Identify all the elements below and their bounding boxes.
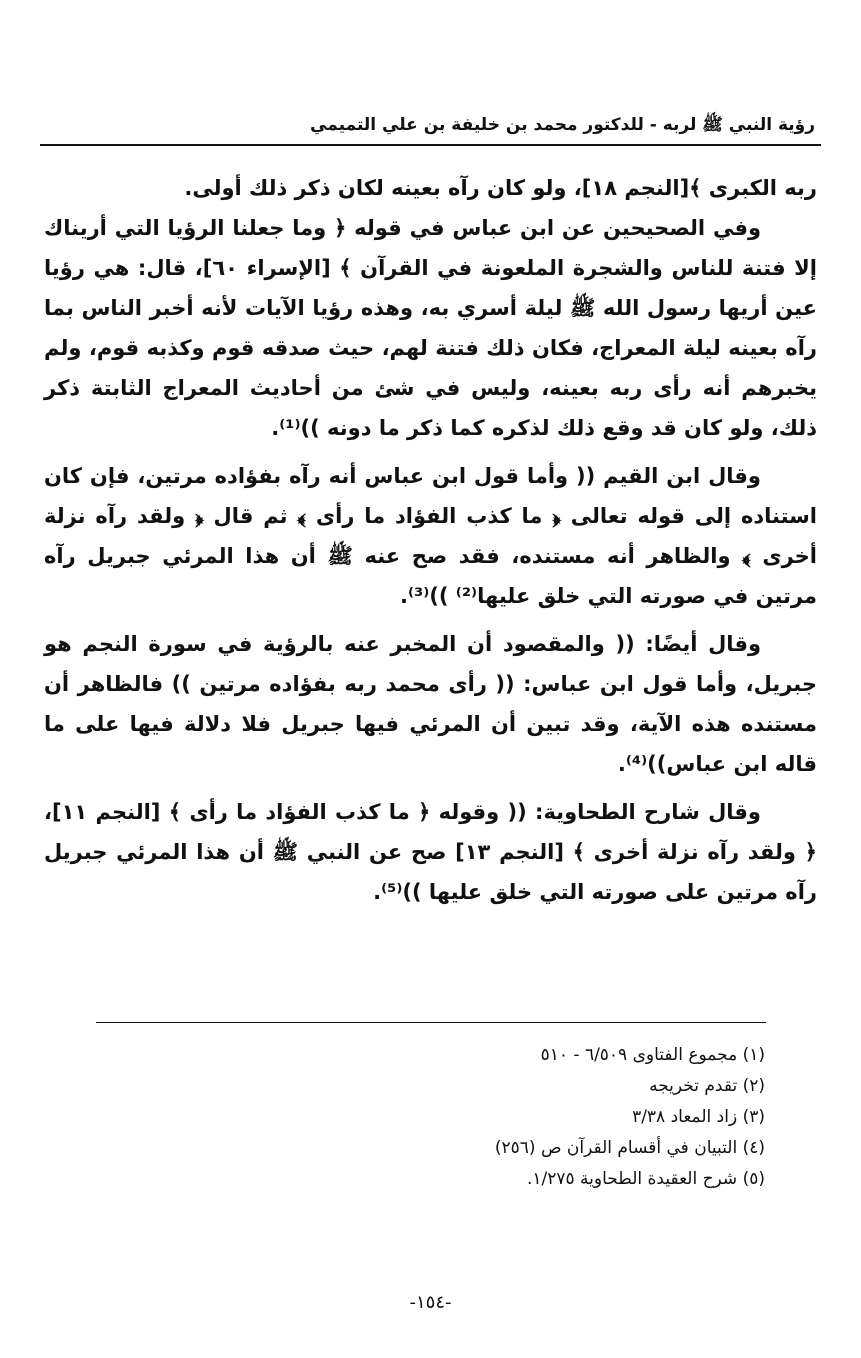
paragraph: وقال أيضًا: (( والمقصود أن المخبر عنه بالرؤية في سورة النجم هو جبريل، وأما قول ابن عباس: (( رأى محمد ربه بفؤاده مرتين )) فالظاهر أن مستنده هذه الآية، وقد تبين أن المرئي فيها جبريل فلا دلالة فيها على ما قاله ابن عباس))⁽⁴⁾. xyxy=(44,632,817,776)
footnote-item: (١) مجموع الفتاوى ٦/٥٠٩ - ٥١٠ xyxy=(540,1045,765,1065)
paragraph: وقال شارح الطحاوية: (( وقوله ﴿ ما كذب الفؤاد ما رأى ﴾ [النجم ١١]، ﴿ ولقد رآه نزلة أخرى ﴾ [النجم ١٣] صح عن النبي ﷺ أن هذا المرئي جبريل رآه مرتين على صورته التي خلق عليها ))⁽⁵⁾. xyxy=(44,800,817,904)
footnote-item: (٣) زاد المعاد ٣/٣٨ xyxy=(632,1107,765,1127)
footnote-item: (٤) التبيان في أقسام القرآن ص (٢٥٦) xyxy=(494,1138,765,1158)
running-header-title: رؤية النبي ﷺ لربه - للدكتور محمد بن خليفة بن علي التميمي xyxy=(310,115,815,135)
running-header xyxy=(40,112,821,146)
paragraph: وقال ابن القيم (( وأما قول ابن عباس أنه رآه بفؤاده مرتين، فإن كان استناده إلى قوله تعالى ﴿ ما كذب الفؤاد ما رأى ﴾ ثم قال ﴿ ولقد رآه نزلة أخرى ﴾ والظاهر أنه مستنده، فقد صح عنه ﷺ أن هذا المرئي جبريل رآه مرتين في صورته التي خلق عليها⁽²⁾ ))⁽³⁾. xyxy=(44,464,817,608)
footnotes xyxy=(85,1040,765,1195)
footnote-item: (٢) تقدم تخريجه xyxy=(649,1076,765,1096)
page-number: -١٥٤- xyxy=(409,1292,452,1313)
footnote-separator xyxy=(96,1022,766,1023)
paragraph: وفي الصحيحين عن ابن عباس في قوله ﴿ وما جعلنا الرؤيا التي أريناك إلا فتنة للناس والشجرة الملعونة في القرآن ﴾ [الإسراء ٦٠]، قال: هي رؤيا عين أريها رسول الله ﷺ ليلة أسري به، وهذه رؤيا الآيات لأنه أخبر الناس بما رآه بعينه ليلة المعراج، فكان ذلك فتنة لهم، حيث صدقه قوم وكذبه قوم، ولم يخبرهم أنه رأى ربه بعينه، وليس في شئ من أحاديث المعراج الثابتة ذكر ذلك، ولو كان قد وقع ذلك لذكره كما ذكر ما دونه ))⁽¹⁾. xyxy=(44,216,818,440)
header-rule xyxy=(40,144,821,146)
paragraph: ربه الكبرى ﴾[النجم ١٨]، ولو كان رآه بعينه لكان ذكر ذلك أولى. xyxy=(184,176,817,200)
footnote-item: (٥) شرح العقيدة الطحاوية ١/٢٧٥. xyxy=(526,1169,765,1189)
main-text xyxy=(44,168,817,912)
